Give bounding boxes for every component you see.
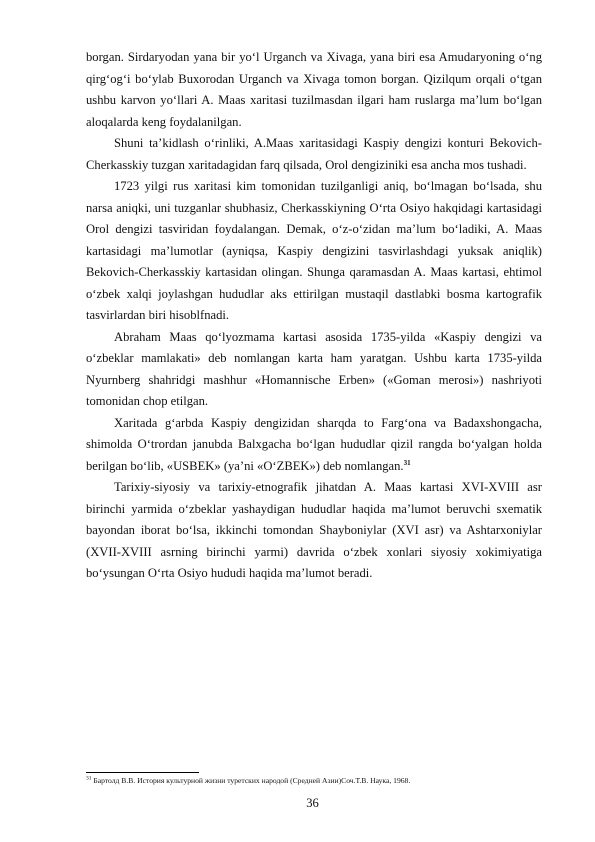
footnote-reference[interactable]: 31 [403,458,411,467]
paragraph-1: borgan. Sirdaryodan yana bir yo‘l Urganch va Xivaga, yana biri esa Amudaryoning o‘ng qirg‘og‘i bo‘ylab Buxorodan Urganch va Xivaga tomon borgan. Qizilqum orqali o‘tgan ushbu karvon yo‘llari A. Maas xaritasi tuzilmasdan ilgari ham ruslarga ma’lum bo‘lgan aloqalarda keng foydalanilgan. [86,50,542,129]
footnote-mark: 31 [86,775,92,782]
paragraph-5-text: Xaritada g‘arbda Kaspiy dengizidan sharqda to Farg‘ona va Badaxshongacha, shimolda O‘trordan janubda Balxgacha bo‘lgan hududlar qizil rangda bo‘yalgan holda berilgan bo‘lib, «USBEK» (ya’ni «O‘ZBEK») deb nomlangan. [86,415,542,473]
document-body [86,47,542,585]
footnote-text: Бартолд В.В. История культурной жизни туретских народой (Средней Азии)Соч.Т.В. Наука, 1968. [91,776,411,785]
paragraph-4: Abraham Maas qo‘lyozmama kartasi asosida 1735-yilda «Kaspiy dengizi va o‘zbeklar mamlakati» deb nomlangan karta ham yaratgan. Ushbu karta 1735-yilda Nyurnberg shahridgi mashhur «Homannische Erben» («Goman merosi») nashriyoti tomonidan chop etilgan. [86,329,542,408]
page-number: 36 [306,796,319,810]
paragraph-6: Tarixiy-siyosiy va tarixiy-etnografik jihatdan A. Maas kartasi XVI-XVIII asr birinchi yarmida o‘zbeklar yashaydigan hududlar haqida ma’lumot beruvchi sxematik bayondan iborat bo‘lsa, ikkinchi tomondan Shayboniylar (XVI asr) va Ashtarxoniylar (XVII-XVIII asrning birinchi yarmi) davrida o‘zbek xonlari siyosiy xokimiyatiga bo‘ysungan O‘rta Osiyo hududi haqida ma’lumot beradi. [86,480,542,580]
paragraph-3: 1723 yilgi rus xaritasi kim tomonidan tuzilganligi aniq, bo‘lmagan bo‘lsada, shu narsa aniqki, uni tuzganlar shubhasiz, Cherkasskiyning O‘rta Osiyo hakqidagi kartasidagi Orol dengizi tasviridan foydalangan. Demak, o‘z-o‘zidan ma’lum bo‘ladiki, A. Maas kartasidagi ma’lumotlar (ayniqsa, Kaspiy dengizini tasvirlashdagi yuksak aniqlik) Bekovich-Cherkasskiy kartasidan olingan. Shunga qaramasdan A. Maas kartasi, ehtimol o‘zbek xalqi joylashgan hududlar aks ettirilgan mustaqil dastlabki bosma kartografik tasvirlardan biri hisoblfnadi. [86,179,542,322]
paragraph-2: Shuni ta’kidlash o‘rinliki, A.Maas xaritasidagi Kaspiy dengizi konturi Bekovich-Cherkasskiy tuzgan xaritadagidan farq qilsada, Orol dengiziniki esa ancha mos tushadi. [86,136,542,172]
paragraph-5 [86,413,542,478]
footnote [86,776,542,786]
footnote-divider [86,772,199,773]
